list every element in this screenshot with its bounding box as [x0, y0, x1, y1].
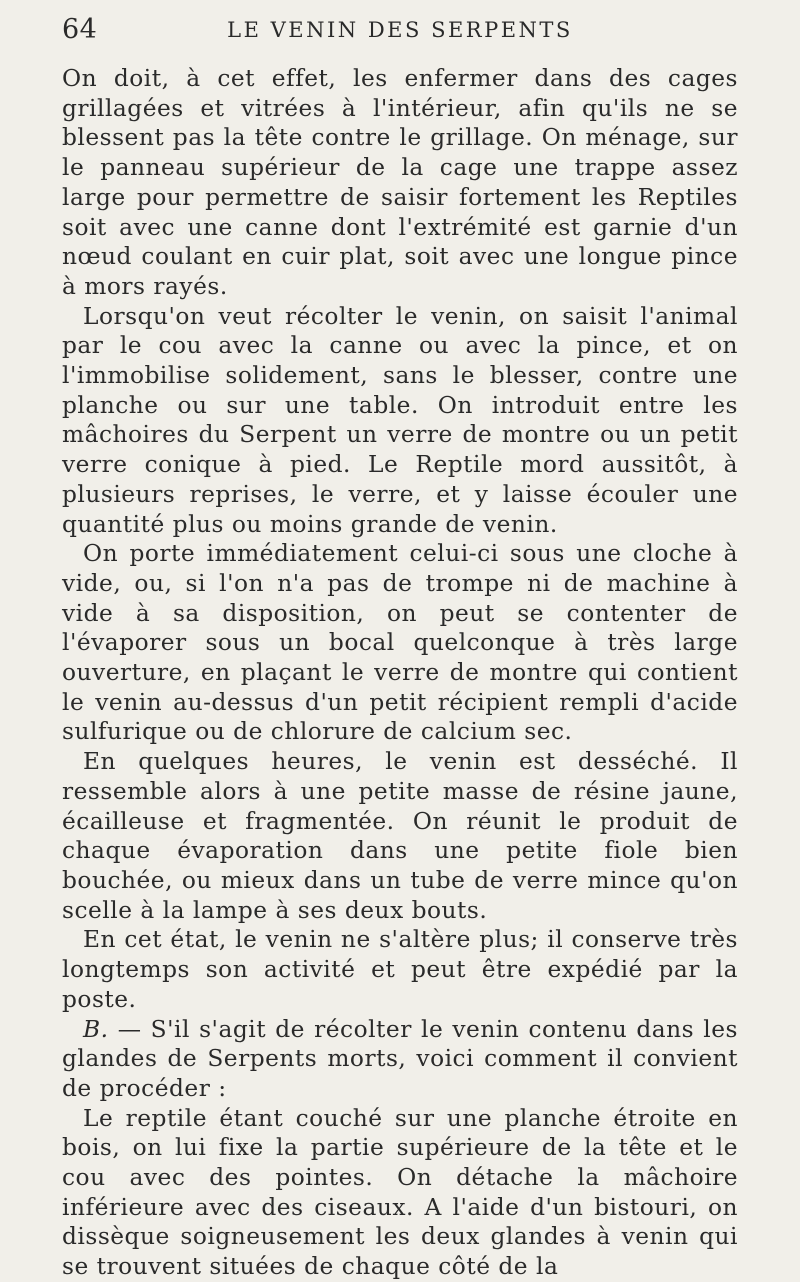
- paragraph: Le reptile étant couché sur une planche étroite en bois, on lui fixe la partie supérieure de la tête et le cou avec des pointes. On détache la mâchoire inférieure avec des ciseaux. A l'aide d'un bistouri, on dissèque soigneusement les deux glandes à venin qui se trouvent situées de chaque côté de la: [62, 1104, 738, 1281]
- body-text: [62, 64, 738, 1282]
- paragraph: Lorsqu'on veut récolter le venin, on saisit l'animal par le cou avec la canne ou avec la pince, et on l'immobilise solidement, sans le blesser, contre une planche ou sur une table. On introduit entre les mâchoires du Serpent un verre de montre ou un petit verre conique à pied. Le Reptile mord aussitôt, à plusieurs reprises, le verre, et y laisse écouler une quantité plus ou moins grande de venin.: [62, 302, 738, 538]
- section-letter: B.: [83, 1015, 109, 1043]
- paragraph: En quelques heures, le venin est desséché. Il ressemble alors à une petite masse de résine jaune, écailleuse et fragmentée. On réunit le produit de chaque évaporation dans une petite fiole bien bouchée, ou mieux dans un tube de verre mince qu'on scelle à la lampe à ses deux bouts.: [62, 748, 738, 924]
- running-title: LE VENIN DES SERPENTS: [227, 18, 573, 42]
- section-b-paragraph: [62, 1015, 738, 1104]
- paragraph: En cet état, le venin ne s'altère plus; il conserve très longtemps son activité et peut être expédié par la poste.: [62, 926, 738, 1013]
- paragraph: On doit, à cet effet, les enfermer dans des cages grillagées et vitrées à l'intérieur, afin qu'ils ne se blessent pas la tête contre le grillage. On ménage, sur le panneau supérieur de la cage une trappe assez large pour permettre de saisir fortement les Reptiles soit avec une canne dont l'extrémité est garnie d'un nœud coulant en cuir plat, soit avec une longue pince à mors rayés.: [62, 65, 738, 300]
- section-b-text: — S'il s'agit de récolter le venin contenu dans les glandes de Serpents morts, voici comment il convient de procéder :: [62, 1015, 738, 1102]
- page-number: 64: [62, 14, 98, 45]
- paragraph: On porte immédiatement celui-ci sous une cloche à vide, ou, si l'on n'a pas de trompe ni de machine à vide à sa disposition, on peut se contenter de l'évaporer sous un bocal quelconque à très large ouverture, en plaçant le verre de montre qui contient le venin au-dessus d'un petit récipient rempli d'acide sulfurique ou de chlorure de calcium sec.: [62, 540, 738, 746]
- page-header: [62, 14, 738, 54]
